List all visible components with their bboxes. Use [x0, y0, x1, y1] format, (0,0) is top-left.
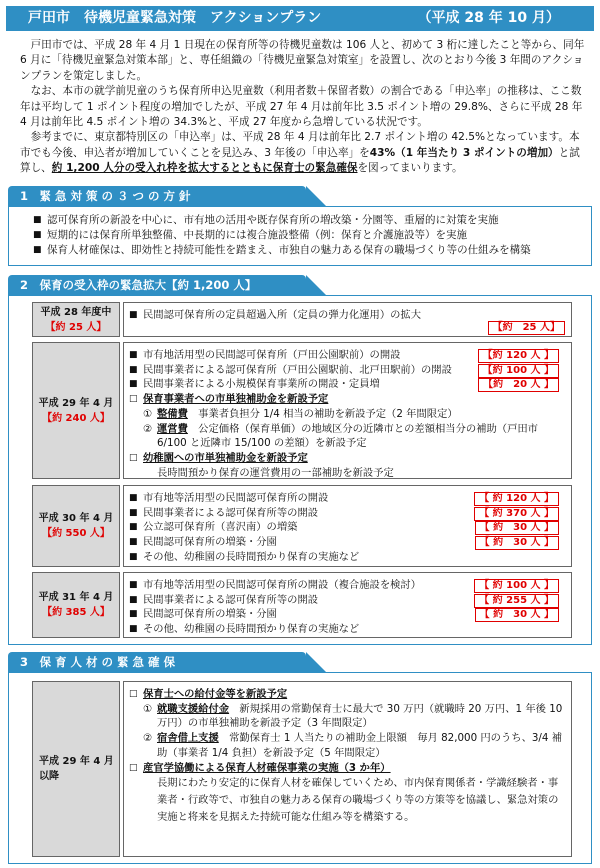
capacity-badge: 【 約 30 人 】 [475, 521, 559, 535]
section-3-heading: 3 保 育 人 材 の 緊 急 確 保 [8, 652, 306, 672]
row-content [123, 342, 572, 479]
row-label: 平成 29 年 4 月 【約 240 人】 [32, 342, 120, 479]
capacity-badge: 【 約 100 人 】 [474, 579, 559, 593]
bullet-icon: ■ [129, 609, 138, 620]
list-item: ■ 民間認可保育所の定員超過入所（定員の弾力化運用）の拡大 [129, 309, 422, 321]
section-1-heading: 1 緊 急 対 策 の ３ つ の 方 針 [8, 186, 306, 206]
capacity-badge: 【約 20 人 】 [478, 378, 559, 392]
list-item: ■ 民間事業者による認可保育所（戸田公園駅前、北戸田駅前）の開設 【約 100 人 】 [129, 363, 565, 378]
capacity-badge: 【 約 255 人 】 [474, 594, 559, 608]
checkbox-icon: □ [129, 452, 138, 463]
capacity-badge: 【約 120 人 】 [478, 349, 559, 363]
list-item: ■ 市有地等活用型の民間認可保育所の開設 【 約 120 人 】 [129, 491, 565, 506]
row-content [123, 681, 572, 857]
list-item: ■ 民間事業者による認可保育所等の開設 【 約 370 人 】 [129, 506, 565, 521]
bullet-icon: ■ [33, 229, 42, 240]
bullet-icon: ■ [129, 580, 138, 590]
bullet-icon: ■ [129, 310, 138, 320]
intro-p2: なお、本市の就学前児童のうち保育所申込児童数（利用者数＋保留者数）の割合である「申込率」の推移は、ここ数年は平均して 1 ポイント程度の増加でしたが、平成 27 年 4 月は前年比 3.5 ポイント増の 29.8%、さらに平成 28 年 4 月は前年比 4.5 ポイント増の 34.3%と、平成 27 年度から急増している状況です。 [20, 85, 583, 129]
subsidy-heading: □ 保育事業者への市単独補助金を新設予定 [129, 393, 329, 406]
expansion-goal: 約 1,200 人分の受入れ枠を拡大するとともに保育士の緊急確保 [51, 162, 358, 175]
sub-item: ① 就職支援給付金 新規採用の常勤保育士に最大で 30 万円（就職時 20 万円、1 年後 10 万円）の市単独補助を新設予定（3 年間限定） [143, 702, 563, 730]
rate-target: 43%（1 年当たり 3 ポイントの増加） [369, 146, 559, 159]
row-content [123, 572, 572, 638]
page-date: （平成 28 年 10 月） [417, 10, 560, 26]
capacity-badge: 【 約 30 人 】 [475, 536, 559, 550]
subsidy-heading: □ 産官学協働による保育人材確保事業の実施（3 か年） [129, 761, 391, 774]
sub-description: 長時間預かり保育の運営費用の一部補助を新設予定 [157, 466, 394, 479]
row-content [123, 485, 572, 567]
sub-item: ② 宿舎借上支援 常勤保育士 1 人当たりの補助金上限額 毎月 82,000 円のうち、3/4 補助（事業者 1/4 負担）を新設予定（5 年間限定） [143, 732, 563, 759]
list-item: ■ その他、幼稚園の長時間預かり保育の実施など [129, 550, 360, 563]
intro-p1: 戸田市では、平成 28 年 4 月 1 日現在の保育所等の待機児童数は 106 人と、初めて 3 桁に達したこと等から、同年 6 月に「待機児童緊急対策本部」と、専任組織の「待機児童緊急対策室」を設置し、次のとおり今後 3 年間のアクションプランを策定しました。 [20, 39, 585, 82]
checkbox-icon: □ [129, 762, 138, 773]
bullet-icon: ■ [129, 594, 138, 605]
bullet-icon: ■ [129, 551, 138, 562]
capacity-badge: 【約 100 人 】 [478, 364, 559, 378]
list-item: ■ 市有地活用型の民間認可保育所（戸田公園駅前）の開設 【約 120 人 】 [129, 348, 565, 363]
row-h31 [32, 572, 572, 638]
row-h29 [32, 342, 572, 479]
capacity-badge: 【 約 370 人 】 [474, 507, 559, 521]
list-item: ■ 市有地等活用型の民間認可保育所の開設（複合施設を検討） 【 約 100 人 】 [129, 578, 565, 593]
section-2-heading: 2 保育の受入枠の緊急拡大【約 1,200 人】 [8, 275, 306, 295]
policy-item: ■ 保育人材確保は、即効性と持続可能性を踏まえ、市独自の魅力ある保育の職場づくり等の仕組みを構築 [33, 243, 531, 256]
row-label: 平成 30 年 4 月 【約 550 人】 [32, 485, 120, 567]
sub-item: ① 整備費 事業者負担分 1/4 相当の補助を新設予定（2 年間限定） [143, 407, 458, 420]
bullet-icon: ■ [129, 522, 138, 533]
bullet-icon: ■ [129, 537, 138, 548]
capacity-badge: 【約 25 人】 [488, 321, 565, 335]
intro [20, 38, 588, 177]
sub-description: 長期にわたり安定的に保育人材を確保していくため、市内保育関係者・学識経験者・事業者・行政等で、市独自の魅力ある保育の職場づくり等の方策等を協議し、緊急対策の実施と将来を見据えた持続可能な仕組み等を構築する。 [157, 777, 559, 824]
bullet-icon: ■ [129, 624, 138, 635]
list-item: ■ 民間認可保育所の増築・分園 【 約 30 人 】 [129, 535, 565, 550]
row-h30 [32, 485, 572, 567]
sub-item: ② 運営費 公定価格（保育単価）の地域区分の近隣市との差額相当分の補助（戸田市 6/100 と近隣市 15/100 の差額）を新設予定 [143, 422, 538, 450]
list-item: ■ その他、幼稚園の長時間預かり保育の実施など [129, 623, 360, 636]
list-item: ■ 民間認可保育所の増築・分園 【 約 30 人 】 [129, 607, 565, 622]
section-1-box [8, 206, 592, 266]
intro-p3: 参考までに、東京都特別区の「申込率」は、平成 28 年 4 月は前年比 2.7 ポイント増の 42.5%となっています。本市でも今後、申込者が増加していくことを見込み、3 年後の「申込率」を43%（1 年当たり 3 ポイントの増加）と試算し、約 1,200 人分の受入れ枠を拡大するとともに保育士の緊急確保を図ってまいります。 [20, 131, 580, 175]
bullet-icon: ■ [129, 364, 138, 375]
checkbox-icon: □ [129, 689, 138, 699]
capacity-badge: 【 約 30 人 】 [475, 608, 559, 622]
bullet-icon: ■ [33, 215, 42, 225]
subsidy-heading: □ 幼稚園への市単独補助金を新設予定 [129, 451, 308, 464]
policy-item: ■ 認可保育所の新設を中心に、市有地の活用や既存保育所の増改築・分園等、重層的に対策を実施 [33, 214, 499, 226]
capacity-badge: 【 約 120 人 】 [474, 492, 559, 506]
subsidy-heading: □ 保育士への給付金等を新設予定 [129, 688, 288, 700]
row-label: 平成 28 年度中 【約 25 人】 [32, 302, 120, 337]
page-title: 戸田市 待機児童緊急対策 アクションプラン [28, 10, 322, 26]
bullet-icon: ■ [129, 350, 138, 360]
row-label: 平成 29 年 4 月 以降 [32, 681, 120, 857]
policy-item: ■ 短期的には保育所単独整備、中長期的には複合施設整備（例：保育と介護施設等）を実施 [33, 228, 467, 241]
list-item: ■ 民間事業者による認可保育所等の開設 【 約 255 人 】 [129, 593, 565, 608]
list-item: ■ 公立認可保育所（喜沢南）の増築 【 約 30 人 】 [129, 520, 565, 535]
bullet-icon: ■ [129, 507, 138, 518]
bullet-icon: ■ [129, 379, 138, 390]
bullet-icon: ■ [129, 493, 138, 503]
bullet-icon: ■ [33, 244, 42, 255]
row-label: 平成 31 年 4 月 【約 385 人】 [32, 572, 120, 638]
checkbox-icon: □ [129, 394, 138, 405]
row-h28 [32, 302, 572, 337]
row-staff [32, 681, 572, 857]
title-banner [6, 6, 594, 31]
row-content [123, 302, 572, 337]
list-item: ■ 民間事業者による小規模保育事業所の開設・定員増 【約 20 人 】 [129, 377, 565, 392]
